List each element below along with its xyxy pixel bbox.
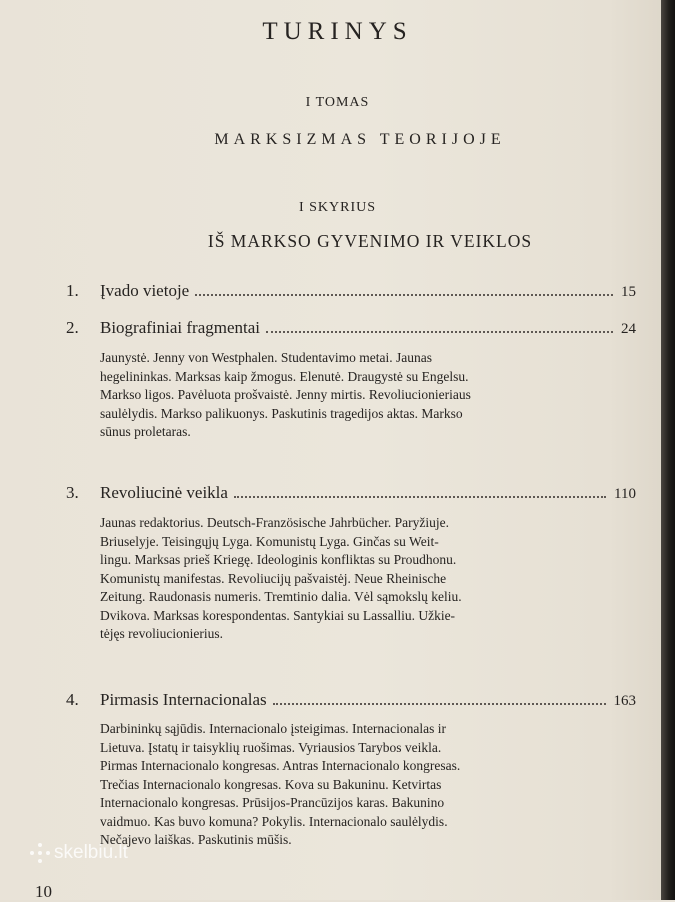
description-line: hegelininkas. Marksas kaip žmogus. Elenutė. Draugystė su Engelsu. [100, 368, 469, 384]
description-line: Zeitung. Raudonasis numeris. Tremtinio dalia. Vėl sąmokslų keliu. [100, 589, 462, 604]
page-number: 10 [35, 882, 52, 901]
description-line: sūnus proletaras. [100, 424, 191, 439]
toc-entry-title: Revoliucinė veikla [100, 483, 228, 502]
toc-entry-description [100, 720, 640, 850]
toc-entry-number: 2. [66, 318, 79, 337]
description-line: Darbininkų sąjūdis. Internacionalo įsteigimas. Internacionalas ir [100, 721, 447, 736]
description-line: Internacionalo kongresas. Prūsijos-Prancūzijos karas. Bakunino [100, 795, 445, 810]
watermark-text: skelbiu.lt [54, 842, 128, 863]
dot-leader [266, 330, 613, 333]
toc-entry-description [100, 349, 640, 442]
toc-entry-number: 3. [66, 483, 79, 502]
dot-leader [273, 702, 606, 705]
watermark [30, 842, 128, 864]
toc-entry-4 [66, 690, 636, 714]
description-line: Trečias Internacionalo kongresas. Kova su Bakuninu. Ketvirtas [100, 776, 442, 792]
description-line: Nečajevo laiškas. Paskutinis mūšis. [100, 832, 292, 847]
dot-leader [195, 293, 613, 296]
toc-entry-3 [66, 483, 636, 507]
description-line: vaidmuo. Kas buvo komuna? Pokylis. Internacionalo saulėlydis. [100, 813, 448, 829]
toc-entry-2 [66, 318, 636, 342]
toc-entry-page: 24 [621, 321, 636, 337]
description-line: Jaunystė. Jenny von Westphalen. Studentavimo metai. Jaunas [100, 350, 432, 365]
description-line: Pirmas Internacionalo kongresas. Antras Internacionalo kongresas. [100, 758, 461, 773]
description-line: Lietuva. Įstatų ir taisyklių ruošimas. Vyriausios Tarybos veikla. [100, 739, 442, 755]
toc-entry-page: 15 [621, 284, 636, 300]
description-line: tėjęs revoliucionierius. [100, 626, 223, 641]
description-line: Markso ligos. Pavėluota prošvaistė. Jenny mirtis. Revoliucionieriaus [100, 387, 471, 402]
description-line: saulėlydis. Markso palikuonys. Paskutinis tragedijos aktas. Markso [100, 405, 463, 421]
page-edge-shadow [661, 0, 675, 900]
description-line: Komunistų manifestas. Revoliucijų pašvaistėj. Neue Rheinische [100, 570, 447, 586]
volume-title: MARKSIZMAS TEORIJOJE [214, 131, 506, 148]
dots-logo-icon [30, 843, 50, 863]
toc-entry-page: 163 [613, 693, 636, 709]
toc-entry-description [100, 514, 640, 644]
toc-entry-number: 4. [66, 690, 79, 709]
volume-label: I TOMAS [305, 95, 370, 110]
dot-leader [234, 495, 606, 498]
toc-entry-page: 110 [614, 486, 636, 502]
description-line: Briuselyje. Teisingųjų Lyga. Komunistų Lyga. Ginčas su Weit- [100, 533, 439, 549]
description-line: Jaunas redaktorius. Deutsch-Französische Jahrbücher. Paryžiuje. [100, 515, 450, 530]
toc-entry-title: Pirmasis Internacionalas [100, 690, 267, 709]
toc-entry-number: 1. [66, 281, 79, 300]
page-title: TURINYS [262, 18, 413, 45]
description-line: lingu. Marksas prieš Kriegę. Ideologinis konfliktas su Proudhonu. [100, 552, 457, 567]
toc-entry-1 [66, 281, 636, 305]
section-label: I SKYRIUS [298, 200, 377, 215]
toc-entry-title: Biografiniai fragmentai [100, 318, 261, 337]
toc-entry-title: Įvado vietoje [100, 281, 190, 300]
section-title: IŠ MARKSO GYVENIMO IR VEIKLOS [207, 231, 533, 251]
description-line: Dvikova. Marksas korespondentas. Santykiai su Lassalliu. Užkie- [100, 607, 456, 623]
